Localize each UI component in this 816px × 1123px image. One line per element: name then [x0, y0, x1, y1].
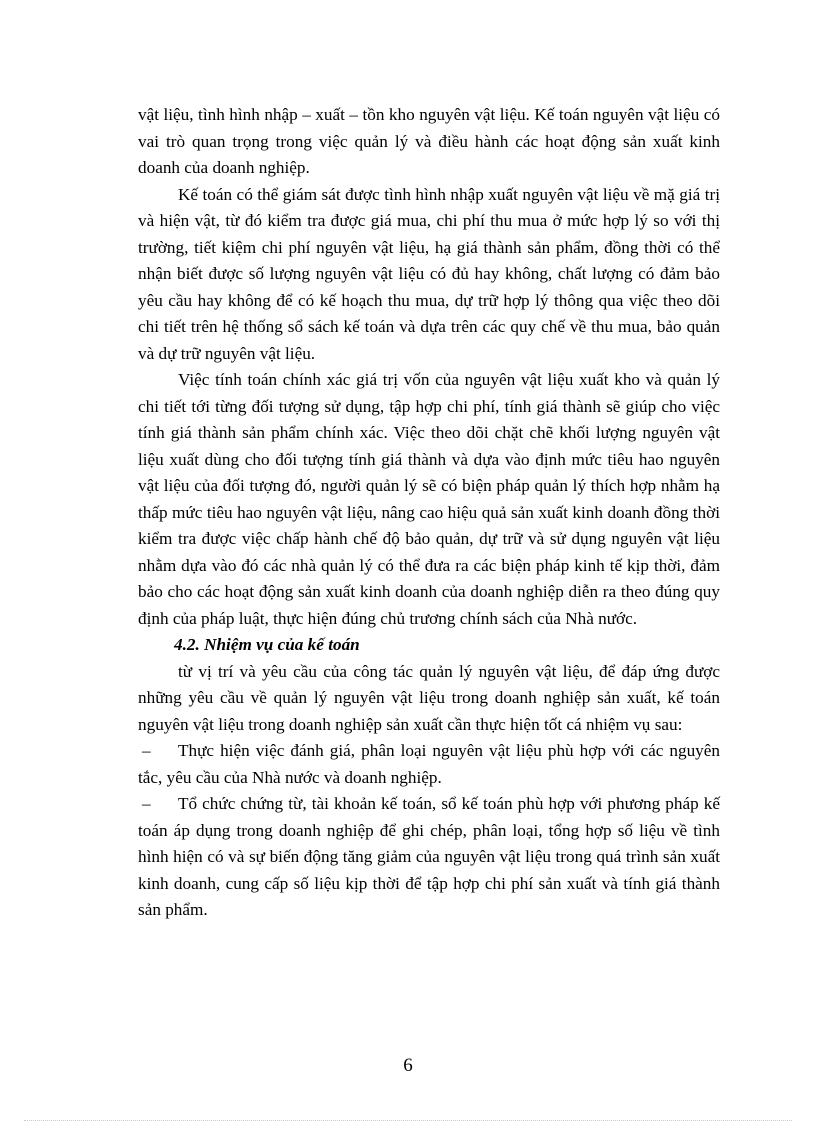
paragraph-cost-calculation: Việc tính toán chính xác giá trị vốn của nguyên vật liệu xuất kho và quản lý chi tiết tới từng đối tượng sử dụng, tập hợp chi phí, tính giá thành sẽ giúp cho việc tính giá thành sản phẩm chính xác. Việc theo dõi chặt chẽ khối lượng nguyên vật liệu xuất dùng cho đối tượng tính giá thành và dựa vào định mức tiêu hao nguyên vật liệu của đối tượng đó, người quản lý sẽ có biện pháp quản lý thích hợp nhằm hạ thấp mức tiêu hao nguyên vật liệu, nâng cao hiệu quả sản xuất kinh doanh đồng thời kiểm tra được việc chấp hành chế độ bảo quản, dự trữ và sử dụng nguyên vật liệu nhằm dựa vào đó các nhà quản lý có thể đưa ra các biện pháp kinh tế kịp thời, đảm bảo cho các hoạt động sản xuất kinh doanh của doanh nghiệp diễn ra theo đúng quy định của pháp luật, thực hiện đúng chủ trương chính sách của Nhà nước.: [138, 370, 720, 628]
paragraph-supervision: Kế toán có thể giám sát được tình hình nhập xuất nguyên vật liệu về mặ giá trị và hiện vật, từ đó kiểm tra được giá mua, chi phí thu mua ở mức hợp lý so với thị trường, tiết kiệm chi phí nguyên vật liệu, hạ giá thành sản phẩm, đồng thời có thể nhận biết được số lượng nguyên vật liệu có đủ hay không, chất lượng có đảm bảo yêu cầu hay không để có kế hoạch thu mua, dự trữ hợp lý thông qua việc theo dõi chi tiết trên hệ thống sổ sách kế toán và dựa trên các quy chế về thu mua, bảo quản và dự trữ nguyên vật liệu.: [138, 184, 720, 363]
list-item-text: Tổ chức chứng từ, tài khoản kế toán, sổ kế toán phù hợp với phương pháp kế toán áp dụng trong doanh nghiệp để ghi chép, phân loại, tổng hợp số liệu về tình hình hiện có và sự biến động tăng giảm của nguyên vật liệu trong quá trình sản xuất kinh doanh, cung cấp số liệu kịp thời để tập hợp chi phí sản xuất và tính giá thành sản phẩm.: [138, 794, 720, 919]
paragraph-tasks-intro: từ vị trí và yêu cầu của công tác quản lý nguyên vật liệu, để đáp ứng được những yêu cầu về quản lý nguyên vật liệu trong doanh nghiệp sản xuất, kế toán nguyên vật liệu trong doanh nghiệp sản xuất cần thực hiện tốt cá nhiệm vụ sau:: [138, 661, 720, 734]
list-item: [138, 738, 720, 791]
list-item-text: Thực hiện việc đánh giá, phân loại nguyên vật liệu phù hợp với các nguyên tắc, yêu cầu của Nhà nước và doanh nghiệp.: [138, 741, 720, 787]
page-bottom-divider: [24, 1120, 792, 1121]
list-item: [138, 791, 720, 924]
dash-marker: –: [142, 794, 151, 813]
body-text: [138, 102, 720, 924]
dash-marker: –: [142, 741, 151, 760]
paragraph-continuation: vật liệu, tình hình nhập – xuất – tồn kho nguyên vật liệu. Kế toán nguyên vật liệu có vai trò quan trọng trong việc quản lý và điều hành các hoạt động sản xuất kinh doanh của doanh nghiệp.: [138, 105, 720, 177]
section-heading: 4.2. Nhiệm vụ của kế toán: [174, 635, 360, 654]
page-number: 6: [403, 1055, 413, 1076]
